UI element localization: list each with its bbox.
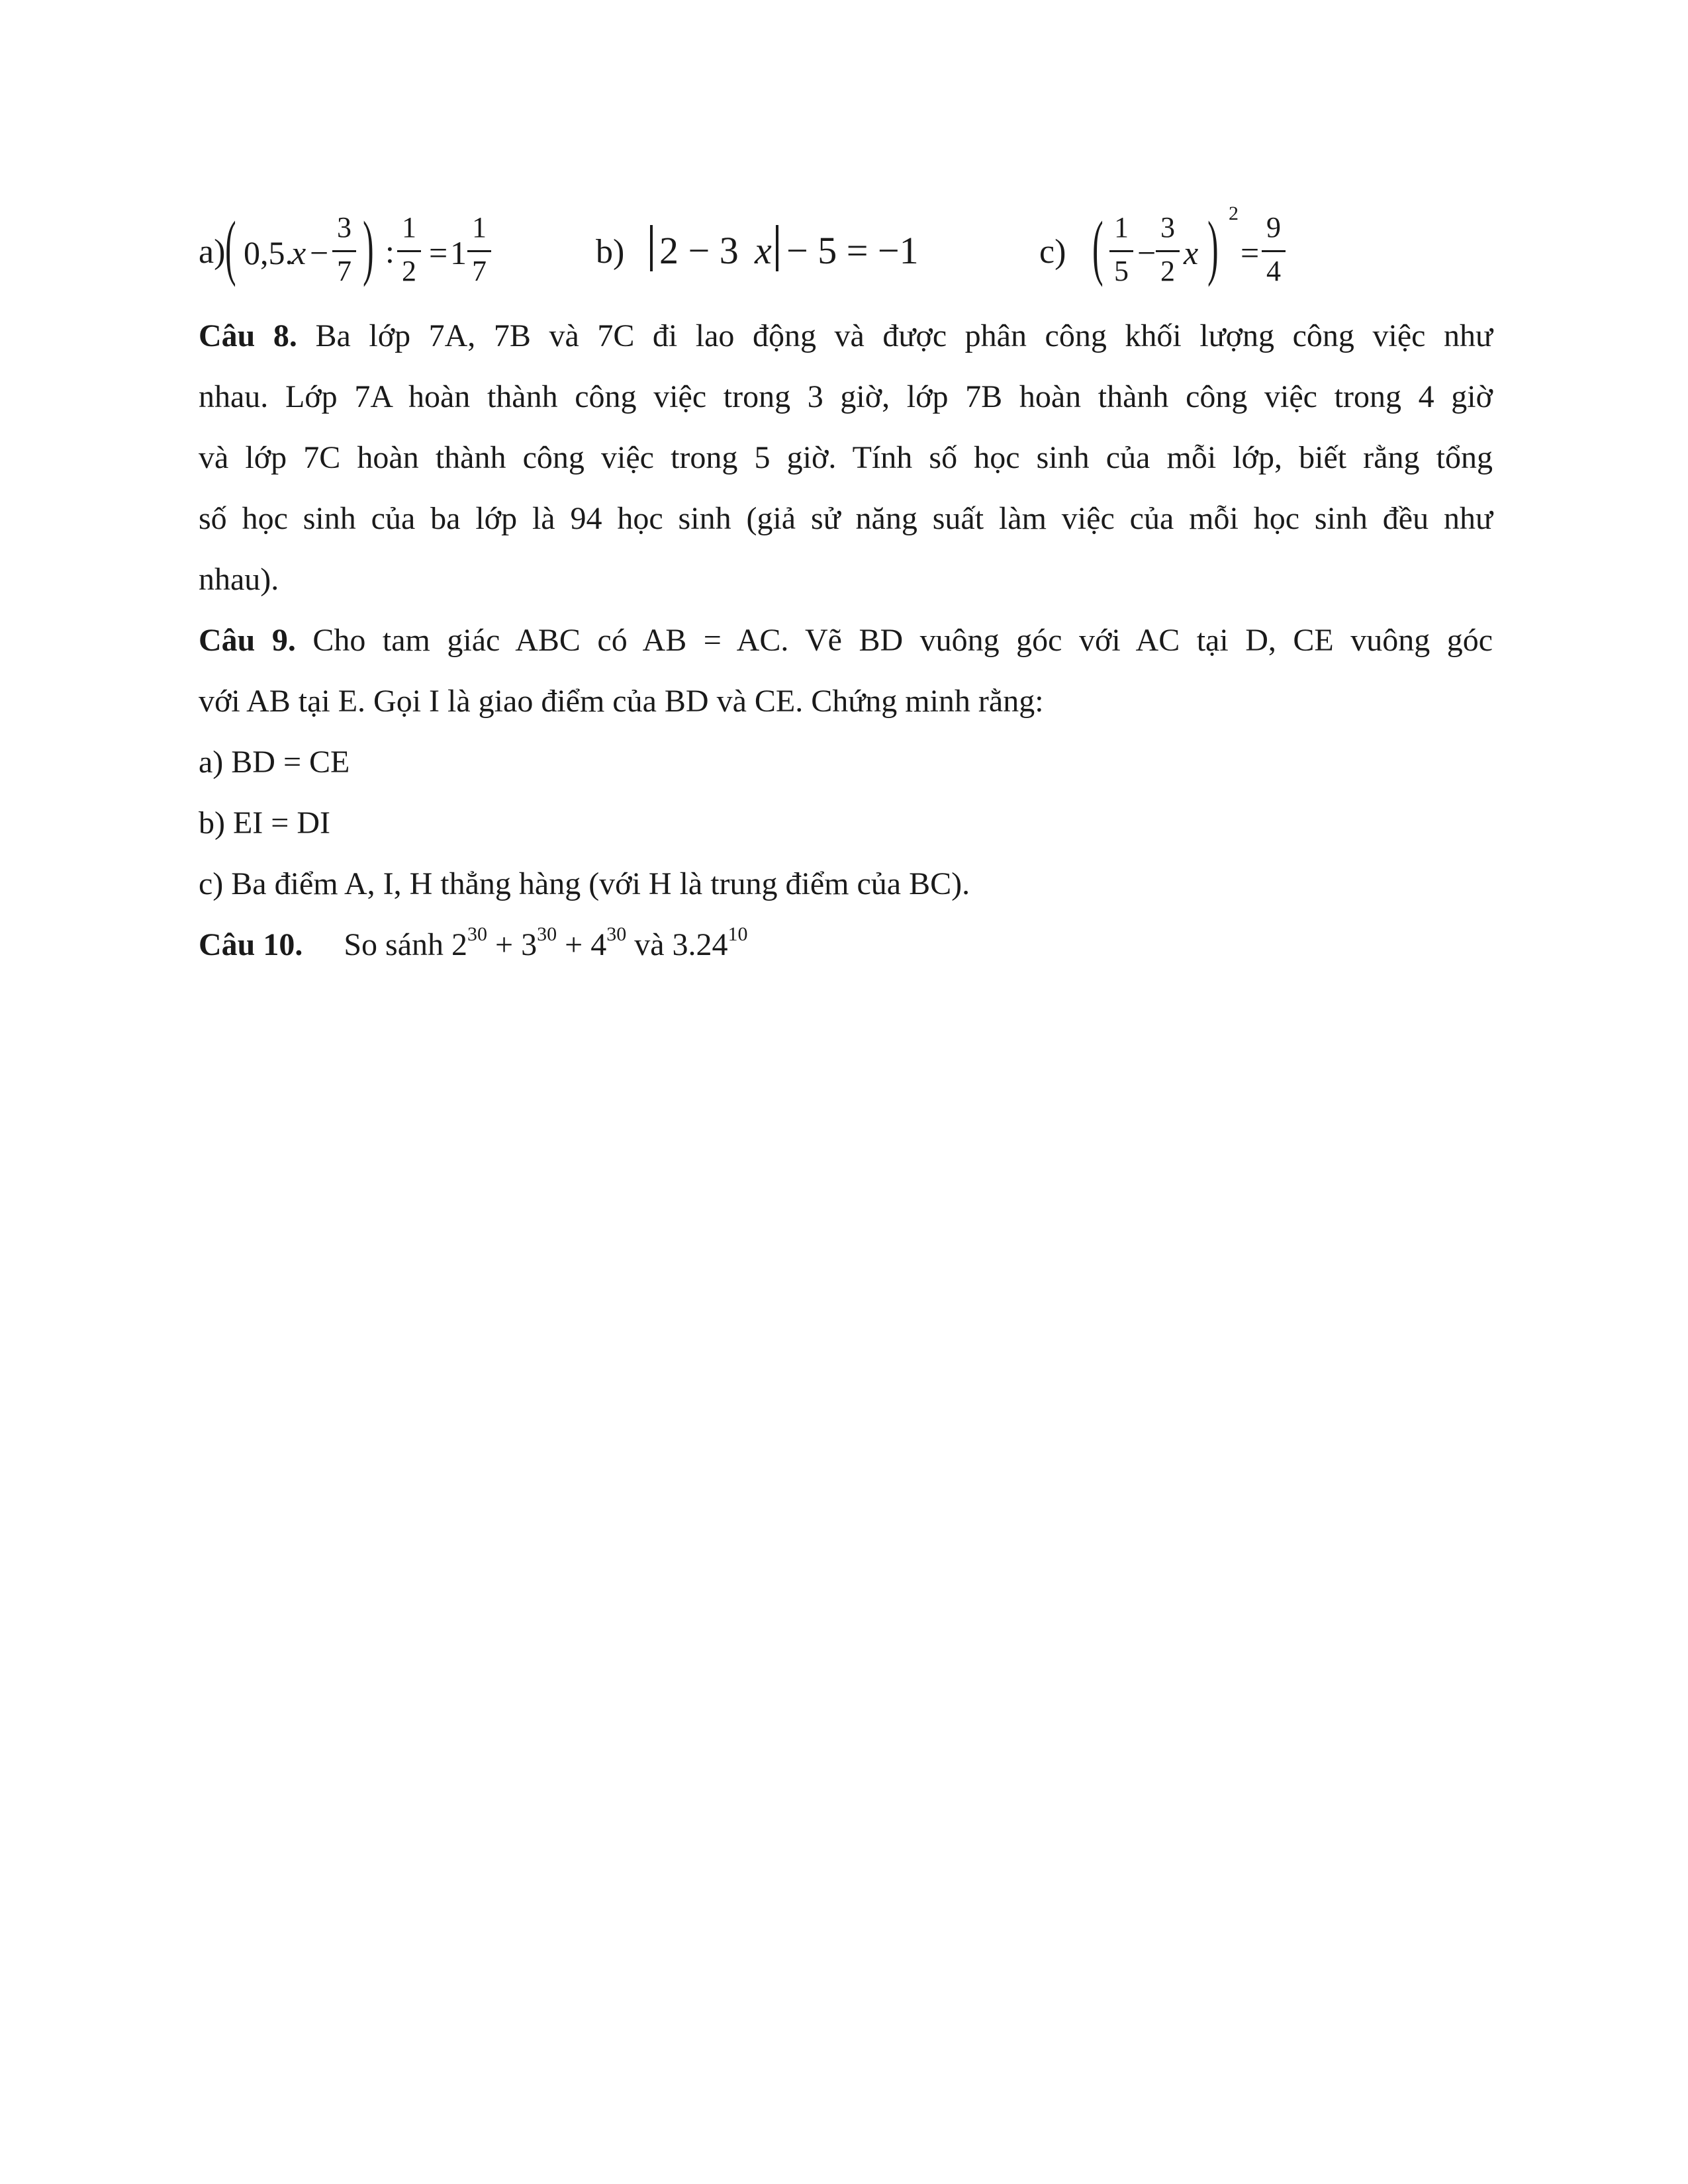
fraction-bar	[467, 250, 491, 252]
fraction-bar	[1109, 250, 1133, 252]
equation-a-minus: −	[310, 234, 329, 271]
question-8-line-4: số học sinh của ba lớp là 94 học sinh (giả sử năng suất làm việc của mỗi học sinh đều như	[199, 501, 1493, 536]
denominator: 5	[1114, 255, 1129, 287]
question-8-text-1: Ba lớp 7A, 7B và 7C đi lao động và được phân công khối lượng công việc như	[315, 318, 1493, 353]
question-10-so-sanh: So sánh	[344, 927, 444, 962]
question-8-line-1	[199, 306, 1493, 367]
question-8	[199, 306, 1493, 610]
power-3-exponent: 30	[606, 923, 627, 945]
equation-a-label: a)	[199, 233, 226, 271]
power-1-exponent: 30	[467, 923, 488, 945]
denominator: 2	[1160, 255, 1175, 287]
equation-b-rest: − 5 = −1	[786, 229, 919, 272]
question-8-line-3: và lớp 7C hoàn thành công việc trong 5 giờ. Tính số học sinh của mỗi lớp, biết rằng tổng	[199, 440, 1493, 475]
power-4-base: 3.24	[672, 927, 728, 962]
numerator: 9	[1266, 211, 1281, 244]
fraction-bar	[397, 250, 421, 252]
numerator: 1	[472, 211, 487, 244]
equation-c-minus: −	[1137, 234, 1156, 271]
power-2-base: 3	[521, 927, 538, 962]
numerator: 1	[402, 211, 416, 244]
question-9-part-a: a) BD = CE	[199, 745, 350, 780]
equation-b	[596, 199, 927, 304]
equation-a	[199, 199, 503, 304]
numerator: 1	[1114, 211, 1129, 244]
left-paren: (	[225, 206, 236, 287]
equation-c-var: x	[1184, 234, 1199, 271]
fraction-bar	[1262, 250, 1286, 252]
question-9-line-1	[199, 610, 1493, 671]
fraction-bar	[1156, 250, 1180, 252]
denominator: 4	[1266, 255, 1281, 287]
abs-bar-right	[776, 225, 778, 271]
power-4-exponent: 10	[727, 923, 748, 945]
equation-a-div: :	[385, 233, 395, 270]
question-10	[199, 915, 1493, 976]
power-2-exponent: 30	[537, 923, 557, 945]
power-3-base: 4	[590, 927, 607, 962]
question-9-part-b: b) EI = DI	[199, 805, 331, 841]
numerator: 3	[1160, 211, 1175, 244]
va-text: và	[626, 927, 673, 962]
equation-c-power: 2	[1229, 203, 1239, 224]
question-10-title: Câu 10.	[199, 927, 303, 962]
equation-a-whole: 1	[450, 234, 467, 271]
equation-a-eq: =	[429, 234, 448, 271]
denominator: 7	[472, 255, 487, 287]
question-9-title: Câu 9.	[199, 623, 296, 658]
fraction-bar	[332, 250, 356, 252]
equation-row	[0, 199, 1688, 304]
equation-a-term: 0,5.	[244, 234, 293, 271]
numerator: 3	[337, 211, 352, 244]
equation-b-var: x	[755, 229, 772, 272]
plus-1: +	[487, 927, 522, 962]
power-1-base: 2	[451, 927, 468, 962]
question-9-text-1: Cho tam giác ABC có AB = AC. Vẽ BD vuông góc với AC tại D, CE vuông góc	[312, 623, 1493, 658]
equation-b-inner: 2 − 3	[659, 229, 739, 272]
question-10-line	[199, 915, 1493, 976]
question-9-line-2: với AB tại E. Gọi I là giao điểm của BD và CE. Chứng minh rằng:	[199, 684, 1044, 719]
plus-2: +	[557, 927, 591, 962]
equation-c-label: c)	[1039, 233, 1066, 271]
abs-bar-left	[650, 225, 653, 271]
right-paren: )	[363, 206, 374, 287]
question-8-line-2: nhau. Lớp 7A hoàn thành công việc trong 3 giờ, lớp 7B hoàn thành công việc trong 4 giờ	[199, 379, 1493, 414]
question-9-part-c: c) Ba điểm A, I, H thẳng hàng (với H là trung điểm của BC).	[199, 866, 970, 901]
denominator: 7	[337, 255, 352, 287]
equation-c	[1039, 199, 1304, 304]
question-9	[199, 610, 1493, 915]
left-paren: (	[1092, 206, 1103, 287]
equation-b-label: b)	[596, 233, 625, 271]
question-8-line-5: nhau).	[199, 562, 279, 597]
denominator: 2	[402, 255, 416, 287]
right-paren: )	[1207, 206, 1219, 287]
question-8-title: Câu 8.	[199, 318, 297, 353]
equation-a-var: x	[291, 234, 306, 271]
equation-c-eq: =	[1241, 234, 1260, 271]
